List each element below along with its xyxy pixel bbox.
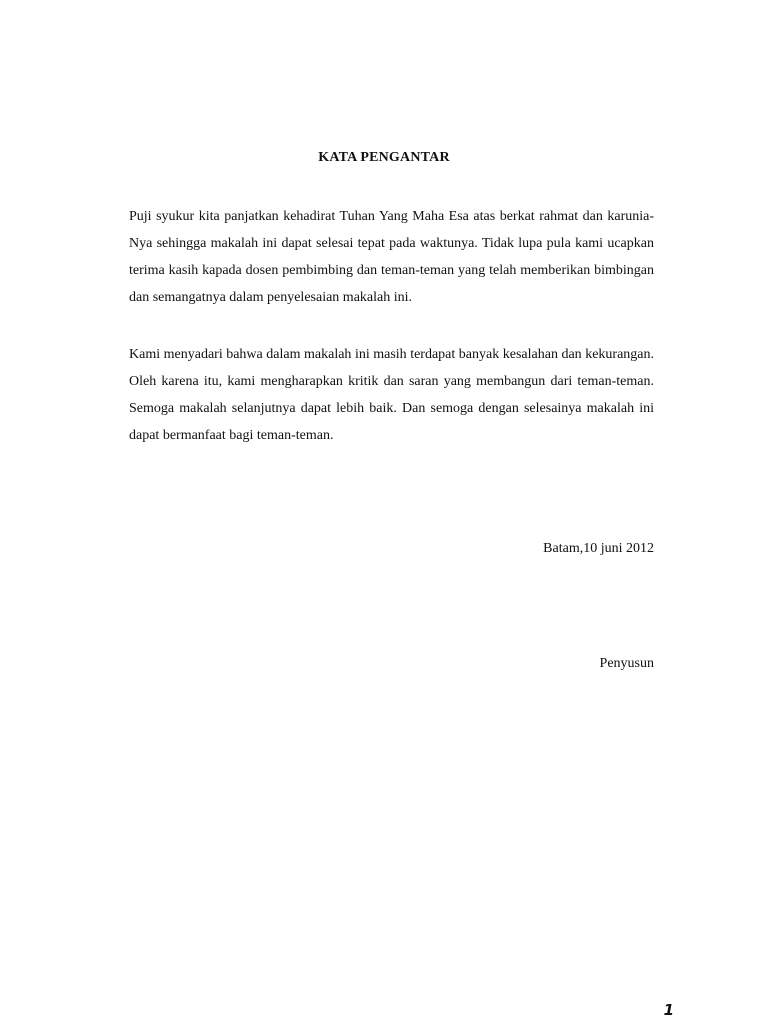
page-number: 1	[663, 1001, 674, 1019]
place-date: Batam,10 juni 2012	[543, 541, 654, 556]
paragraph-1: Puji syukur kita panjatkan kehadirat Tuhan Yang Maha Esa atas berkat rahmat dan karunia-Nya sehingga makalah ini dapat selesai tepat pada waktunya. Tidak lupa pula kami ucapkan terima kasih kapada dosen pembimbing dan teman-teman yang telah memberikan bimbingan dan semangatnya dalam penyelesaian makalah ini.	[129, 209, 654, 305]
paragraph-2: Kami menyadari bahwa dalam makalah ini masih terdapat banyak kesalahan dan kekurangan. Oleh karena itu, kami mengharapkan kritik dan saran yang membangun dari teman-teman. Semoga makalah selanjutnya dapat lebih baik. Dan semoga dengan selesainya makalah ini dapat bermanfaat bagi teman-teman.	[129, 347, 654, 443]
author-signature: Penyusun	[599, 656, 654, 671]
page-title: KATA PENGANTAR	[318, 150, 450, 165]
